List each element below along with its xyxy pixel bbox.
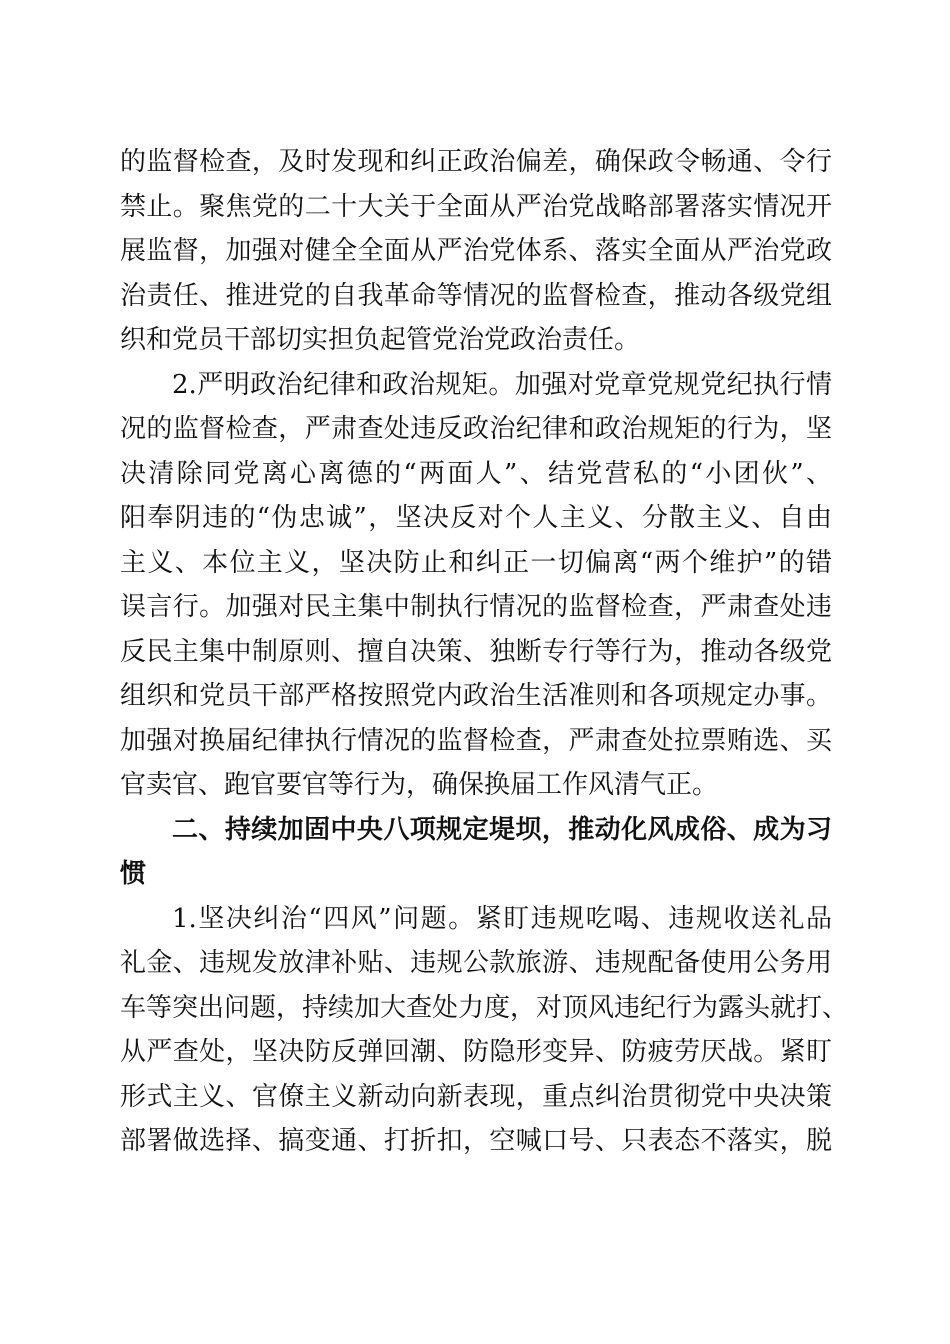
text-line: 织和党员干部切实担负起管党治党政治责任。 [120, 325, 641, 355]
text-line: 决清除同党离心离德的“两面人”、结党营私的“小团伙”、 [120, 458, 832, 489]
paragraph-four-winds [120, 897, 849, 1164]
text-line: 礼金、违规发放津补贴、违规公款旅游、违规配备使用公务用 [120, 948, 832, 978]
text-line: 主义、本位主义，坚决防止和纠正一切偏离“两个维护”的错 [120, 547, 832, 578]
text-line: 形式主义、官僚主义新动向新表现，重点纠治贯彻党中央决策 [120, 1081, 832, 1112]
text-line: 2.严明政治纪律和政治规矩。加强对党章党规党纪执行情 [172, 369, 832, 400]
text-line: 组织和党员干部严格按照党内政治生活准则和各项规定办事。 [120, 681, 832, 711]
heading-line: 惯 [120, 859, 147, 889]
text-line: 误言行。加强对民主集中制执行情况的监督检查，严肃查处违 [120, 592, 832, 622]
text-line: 阳奉阴违的“伪忠诚”，坚决反对个人主义、分散主义、自由 [120, 503, 832, 533]
text-line: 从严查处，坚决防反弹回潮、防隐形变异、防疲劳厌战。紧盯 [120, 1037, 832, 1067]
text-line: 治责任、推进党的自我革命等情况的监督检查，推动各级党组 [120, 280, 832, 311]
text-line: 1.坚决纠治“四风”问题。紧盯违规吃喝、违规收送礼品 [172, 903, 832, 934]
section-heading [120, 808, 832, 897]
text-line: 展监督，加强对健全全面从严治党体系、落实全面从严治党政 [120, 236, 832, 266]
text-line: 部署做选择、搞变通、打折扣，空喊口号、只表态不落实，脱 [120, 1126, 832, 1156]
document-body [120, 140, 849, 1164]
text-line: 官卖官、跑官要官等行为，确保换届工作风清气正。 [120, 770, 719, 800]
heading-line: 二、持续加固中央八项规定堤坝，推动化风成俗、成为习 [172, 814, 832, 845]
paragraph-political-discipline [120, 363, 832, 808]
paragraph-continuation [120, 140, 832, 363]
text-line: 禁止。聚焦党的二十大关于全面从严治党战略部署落实情况开 [120, 191, 832, 222]
text-line: 加强对换届纪律执行情况的监督检查，严肃查处拉票贿选、买 [120, 725, 832, 756]
text-line: 况的监督检查，严肃查处违反政治纪律和政治规矩的行为，坚 [120, 414, 832, 444]
text-line: 的监督检查，及时发现和纠正政治偏差，确保政令畅通、令行 [120, 147, 832, 177]
text-line: 反民主集中制原则、擅自决策、独断专行等行为，推动各级党 [120, 636, 832, 667]
text-line: 车等突出问题，持续加大查处力度，对顶风违纪行为露头就打、 [120, 992, 849, 1023]
